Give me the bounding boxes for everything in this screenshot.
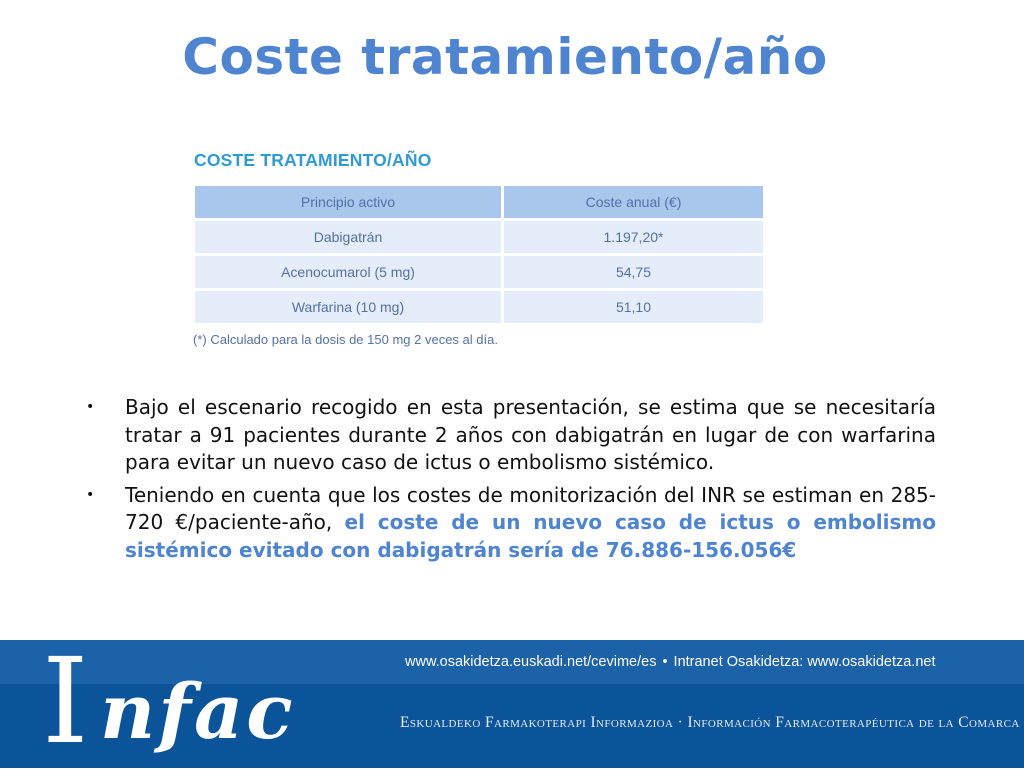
table-row xyxy=(195,221,763,253)
bullet-text: Bajo el escenario recogido en esta presentación, se estima que se necesitaría tratar a 91 pacientes durante 2 años con dabigatrán en lugar de con warfarina para evitar un nuevo caso de ictus o embolismo sistémico. xyxy=(125,395,936,474)
column-header-active-ingredient: Principio activo xyxy=(195,186,501,218)
footer-links xyxy=(405,654,965,670)
cost-table-figure xyxy=(192,150,772,347)
slide-title: Coste tratamiento/año xyxy=(182,28,828,86)
table-row xyxy=(195,291,763,323)
bullet-highlight-text: el coste de un nuevo caso de ictus o embolismo sistémico evitado con dabigatrán sería de 76.886-156.056€ xyxy=(125,510,937,562)
cost-table xyxy=(192,183,766,326)
table-cell-cost: 1.197,20* xyxy=(504,221,763,253)
bullet-marker: • xyxy=(86,486,95,503)
table-cell-drug: Dabigatrán xyxy=(195,221,501,253)
infac-logo xyxy=(34,632,334,770)
table-heading: COSTE TRATAMIENTO/AÑO xyxy=(194,150,432,170)
bullet-item xyxy=(86,482,936,565)
bullet-item xyxy=(86,394,936,477)
bullet-text: Teniendo en cuenta que los costes de monitorización del INR se estiman en 285-720 €/paciente-año, xyxy=(125,482,936,534)
table-cell-cost: 54,75 xyxy=(504,256,763,288)
table-cell-drug: Acenocumarol (5 mg) xyxy=(195,256,501,288)
bullet-marker: • xyxy=(86,399,95,415)
bullet-list xyxy=(86,394,936,569)
table-row xyxy=(195,256,763,288)
table-header-row xyxy=(195,186,763,218)
table-cell-drug: Warfarina (10 mg) xyxy=(195,291,501,323)
intranet-url-link[interactable]: Intranet Osakidetza: www.osakidetza.net xyxy=(673,654,936,670)
logo-text: nfac xyxy=(100,667,296,756)
column-header-annual-cost: Coste anual (€) xyxy=(504,186,763,218)
footer-subtitle: Eskualdeko Farmakoterapi Informazioa · Información Farmacoterapéutica de la Comarca xyxy=(400,714,1020,731)
logo-initial: I xyxy=(42,632,89,770)
table-cell-cost: 51,10 xyxy=(504,291,763,323)
cevime-url-link[interactable]: www.osakidetza.euskadi.net/cevime/es xyxy=(405,654,657,670)
footer-banner xyxy=(0,632,1024,770)
footer-separator: • xyxy=(662,654,668,670)
table-footnote: (*) Calculado para la dosis de 150 mg 2 veces al día. xyxy=(193,332,498,347)
